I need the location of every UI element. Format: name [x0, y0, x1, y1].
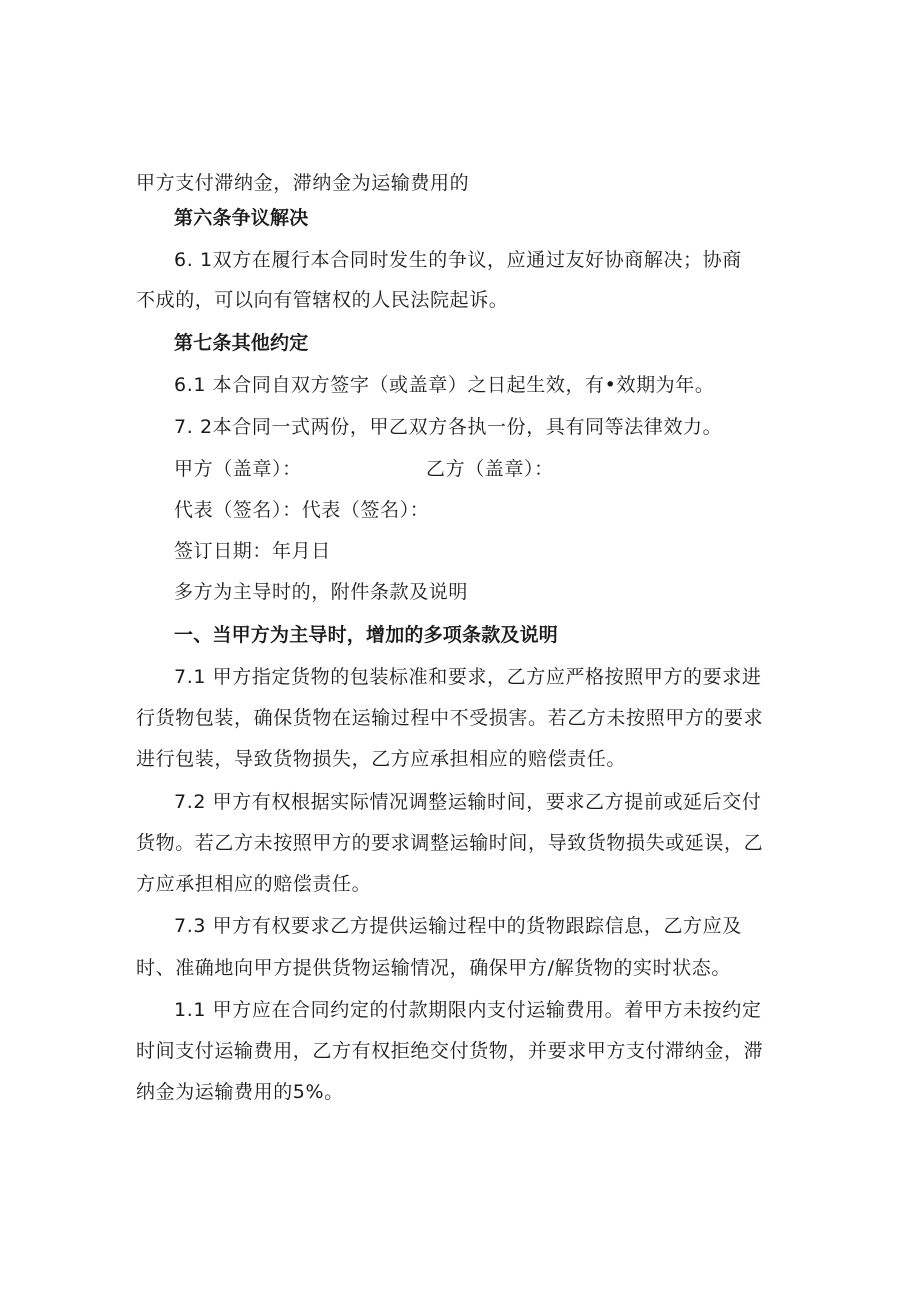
clause-1-1-line1: 1.1 甲方应在合同约定的付款期限内支付运输费用。着甲方未按约定 — [174, 999, 762, 1021]
clause-7-1-line2: 行货物包装，确保货物在运输过程中不受损害。若乙方未按照甲方的要求 — [136, 707, 764, 729]
party-a-seal: 甲方（盖章）： — [174, 458, 302, 480]
signature-date: 签订日期：年月日 — [174, 540, 331, 562]
clause-7-2-line1: 7.2 甲方有权根据实际情况调整运输时间，要求乙方提前或延后交付 — [174, 791, 762, 813]
party-b-seal: 乙方（盖章）： — [426, 458, 554, 480]
article7-clause2: 7. 2本合同一式两份，甲乙双方各执一份，具有同等法律效力。 — [174, 416, 723, 438]
article7-title: 第七条其他约定 — [174, 332, 309, 354]
article6-clause1-line2: 不成的，可以向有管辖权的人民法院起诉。 — [136, 289, 509, 311]
clause-7-2-line3: 方应承担相应的赔偿责任。 — [136, 873, 372, 895]
clause-7-1-line1: 7.1 甲方指定货物的包装标准和要求，乙方应严格按照甲方的要求进 — [174, 666, 762, 688]
top-fragment: 甲方支付滞纳金，滞纳金为运输费用的 — [136, 172, 470, 194]
section1-title: 一、当甲方为主导时，增加的多项条款及说明 — [174, 624, 559, 646]
clause-7-3-line1: 7.3 甲方有权要求乙方提供运输过程中的货物跟踪信息，乙方应及 — [174, 915, 742, 937]
clause-7-3-line2: 时、准确地向甲方提供货物运输情况，确保甲方/解货物的实时状态。 — [136, 957, 732, 979]
signature-representatives: 代表（签名）：代表（签名）： — [174, 499, 430, 521]
clause-7-1-line3: 进行包装，导致货物损失，乙方应承担相应的赔偿责任。 — [136, 748, 627, 770]
article6-clause1-line1: 6. 1双方在履行本合同时发生的争议，应通过友好协商解决；协商 — [174, 249, 742, 271]
appendix-intro: 多方为主导时的，附件条款及说明 — [174, 581, 469, 603]
clause-7-2-line2: 货物。若乙方未按照甲方的要求调整运输时间，导致货物损失或延误，乙 — [136, 832, 764, 854]
article6-title: 第六条争议解决 — [174, 207, 309, 229]
clause-1-1-line3: 纳金为运输费用的5%。 — [136, 1081, 344, 1103]
signature-seal-row — [174, 456, 594, 482]
article7-clause1: 6.1 本合同自双方签字（或盖章）之日起生效，有•效期为年。 — [174, 374, 715, 396]
clause-1-1-line2: 时间支付运输费用，乙方有权拒绝交付货物，并要求甲方支付滞纳金，滞 — [136, 1040, 764, 1062]
